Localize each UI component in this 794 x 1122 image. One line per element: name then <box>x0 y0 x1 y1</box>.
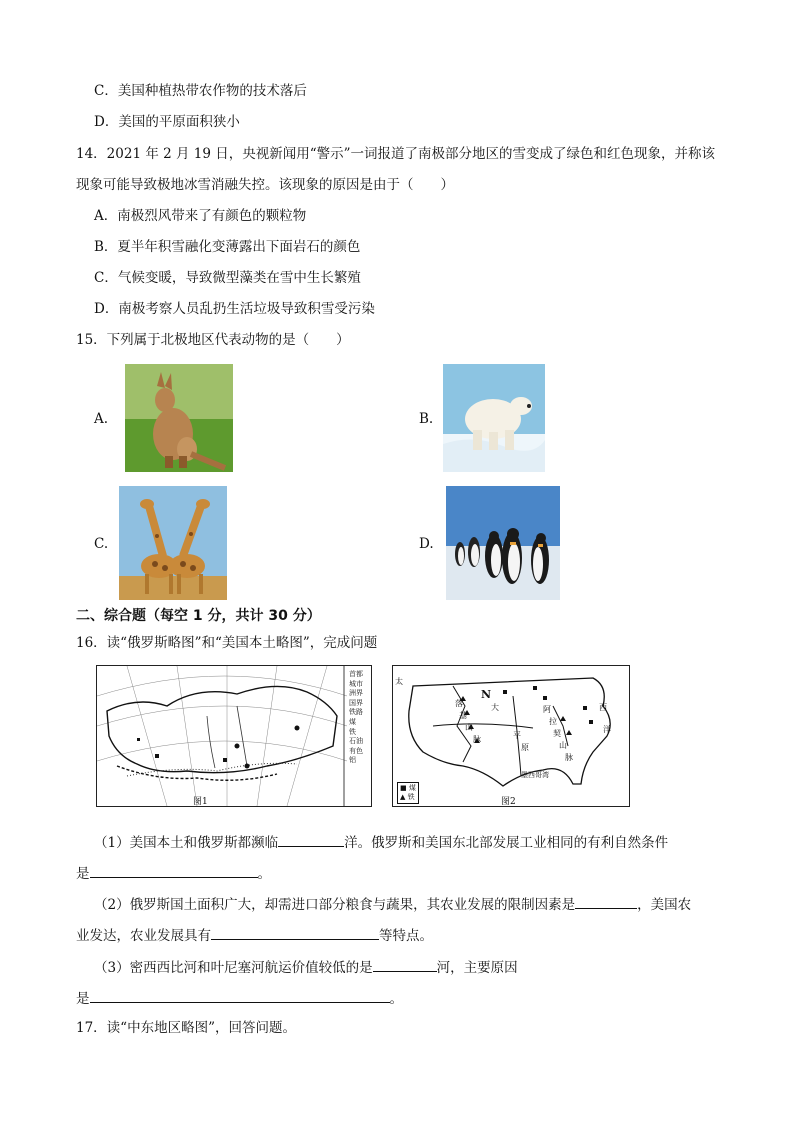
q15-label-c: C. <box>94 536 109 552</box>
usa-label-yuan: 原 <box>521 743 529 752</box>
usa-label-ji: 基 <box>459 711 467 720</box>
legend-coal-2: 煤 <box>408 784 416 792</box>
answer-blank-limiting-factor[interactable] <box>575 894 637 909</box>
usa-label-qi: 契 <box>553 729 561 738</box>
q16-part3-line2: 是 。 <box>76 988 403 1008</box>
usa-label-shan: 山 <box>465 723 473 732</box>
usa-north-arrow: N <box>481 688 492 701</box>
section-title: 二、综合题（每空 1 分，共计 30 分） <box>76 608 321 624</box>
usa-label-yang: 洋 <box>603 725 611 734</box>
q13-option-c: C．美国种植热带农作物的技术落后 <box>94 83 307 99</box>
legend-railway: 铁路 <box>349 708 363 717</box>
q15-label-b: B. <box>419 411 434 427</box>
q17-stem: 17．读“中东地区略图”，回答问题。 <box>76 1020 296 1036</box>
q14-stem-line2: 现象可能导致极地冰雪消融失控。该现象的原因是由于（ ） <box>76 177 454 193</box>
usa-map <box>392 665 630 807</box>
legend-capital: 首都 <box>349 670 363 678</box>
q14-option-c: C．气候变暖，导致微型藻类在雪中生长繁殖 <box>94 270 361 286</box>
q16-part1-line1: （1）美国本土和俄罗斯都濒临 洋。俄罗斯和美国东北部发展工业相同的有利自然条件 <box>94 832 668 852</box>
answer-blank-ocean[interactable] <box>278 832 344 847</box>
usa-label-shan2: 山 <box>559 741 567 750</box>
usa-label-pacific: 太 <box>395 677 403 686</box>
q14-option-a: A．南极烈风带来了有颜色的颗粒物 <box>94 208 307 224</box>
giraffes-photo <box>119 486 227 600</box>
usa-label-xi: 西 <box>599 703 607 712</box>
legend-iron-2: 铁 <box>407 793 415 801</box>
usa-label-gulf: 墨西哥湾 <box>521 771 549 779</box>
legend-oil: 石油 <box>349 737 363 746</box>
q13-option-d: D．美国的平原面积狭小 <box>94 114 240 130</box>
legend-city: 城市 <box>349 679 363 688</box>
q16-stem: 16．读“俄罗斯略图”和“美国本土略图”，完成问题 <box>76 635 378 651</box>
penguins-photo <box>446 486 560 600</box>
answer-blank-agriculture-features[interactable] <box>211 925 379 940</box>
legend-nonferrous: 有色 <box>349 746 363 755</box>
answer-blank-river[interactable] <box>373 957 437 972</box>
legend-coal: 煤 <box>349 717 356 726</box>
answer-blank-natural-condition[interactable] <box>90 863 258 878</box>
q15-label-a: A. <box>94 411 109 427</box>
q14-stem-line1: 14．2021 年 2 月 19 日，央视新闻用“警示”一词报道了南极部分地区的雪变成了绿色和红色现象，并称该 <box>76 146 716 162</box>
usa-label-luo: 落 <box>455 699 463 708</box>
polar-bear-photo <box>443 364 545 472</box>
usa-label-a: 阿 <box>543 705 551 714</box>
fig1-caption: 图1 <box>193 797 208 807</box>
legend-continent-border: 洲界 <box>349 689 363 698</box>
russia-map-legend <box>349 670 369 766</box>
q16-part2-line1: （2）俄罗斯国土面积广大，却需进口部分粮食与蔬果，其农业发展的限制因素是 ，美国农 <box>94 894 691 914</box>
legend-aluminum: 铝 <box>349 756 356 765</box>
usa-label-mai: 脉 <box>473 735 481 744</box>
usa-label-mai2: 脉 <box>565 753 573 762</box>
usa-map-legend: ■ 煤 ▲ 铁 <box>397 782 419 804</box>
usa-label-la: 拉 <box>549 717 557 726</box>
legend-national-border: 国界 <box>349 698 363 707</box>
usa-label-da: 大 <box>491 703 499 712</box>
fig2-caption: 图2 <box>501 797 516 807</box>
q14-option-d: D．南极考察人员乱扔生活垃圾导致积雪受污染 <box>94 301 375 317</box>
q15-stem: 15．下列属于北极地区代表动物的是（ ） <box>76 332 350 348</box>
kangaroo-photo <box>125 364 233 472</box>
q16-part1-line2: 是 。 <box>76 863 271 883</box>
q16-part3-line1: （3）密西西比河和叶尼塞河航运价值较低的是 河，主要原因 <box>94 957 518 977</box>
russia-map <box>96 665 372 807</box>
answer-blank-reason[interactable] <box>90 988 390 1003</box>
legend-iron: 铁 <box>349 727 356 736</box>
q14-option-b: B．夏半年积雪融化变薄露出下面岩石的颜色 <box>94 239 361 255</box>
q15-label-d: D. <box>419 536 434 552</box>
q16-part2-line2: 业发达，农业发展具有 等特点。 <box>76 925 433 945</box>
usa-label-ping: 平 <box>513 731 521 740</box>
